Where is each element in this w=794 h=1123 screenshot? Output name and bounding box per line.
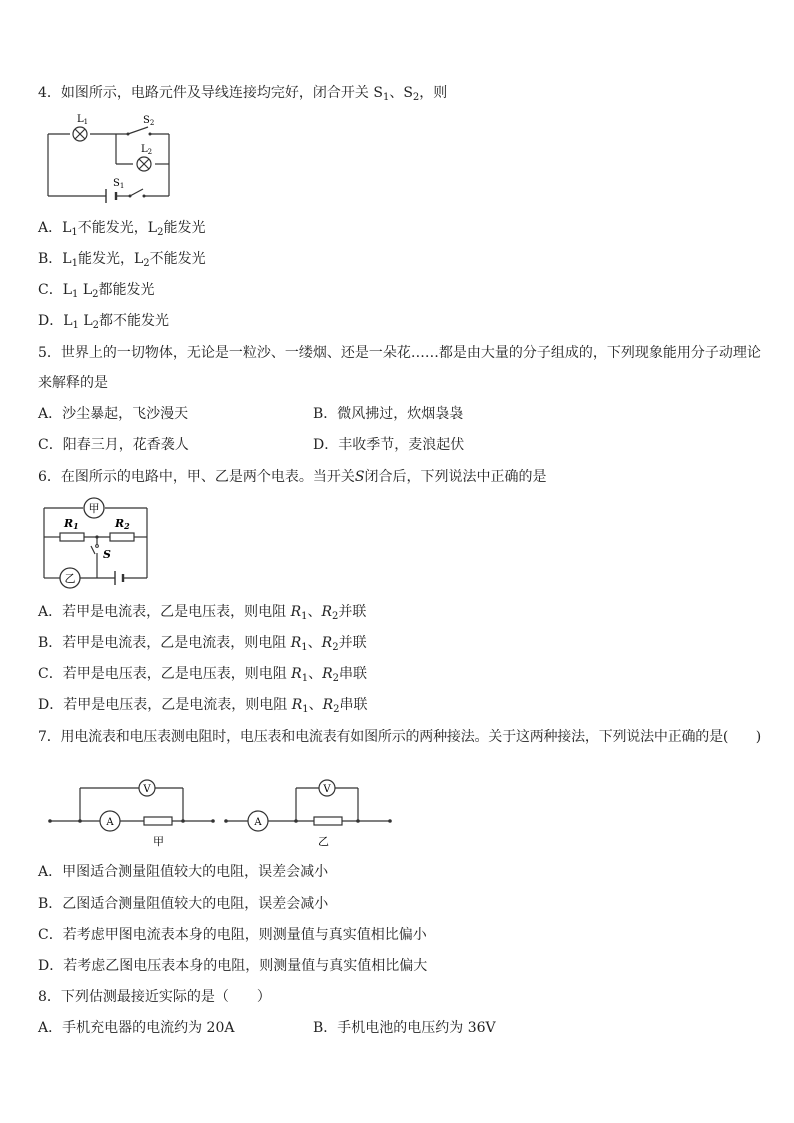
q4-option-d: D．$L_1$ $L_2$都不能发光 <box>38 313 170 331</box>
q4-option-c: C．$L_1$ $L_2$都能发光 <box>38 282 155 300</box>
q7-option-d: D．若考虑乙图电压表本身的电阻，则测量值与真实值相比偏大 <box>38 958 428 974</box>
svg-text:V: V <box>323 784 331 795</box>
bulb-l2-icon <box>137 157 151 171</box>
svg-text:A: A <box>106 817 114 828</box>
q5-option-b: B．微风拂过，炊烟袅袅 <box>313 406 464 422</box>
q7-option-a: A．甲图适合测量阻值较大的电阻，误差会减小 <box>38 864 329 880</box>
q7-option-c: C．若考虑甲图电流表本身的电阻，则测量值与真实值相比偏小 <box>38 927 427 943</box>
svg-text:乙: 乙 <box>64 572 76 585</box>
q8-stem: 8．下列估测最接近实际的是（ ） <box>38 989 271 1005</box>
meter-jia-icon <box>84 498 104 518</box>
q8-option-a: A．手机充电器的电流约为 20A <box>38 1020 235 1036</box>
battery-icon <box>106 189 116 203</box>
label-s2: $S_2$ <box>143 115 155 127</box>
meter-yi-icon <box>60 568 80 588</box>
q5-stem-line1: 5．世界上的一切物体，无论是一粒沙、一缕烟、还是一朵花……都是由大量的分子组成的，下列现象能用分子动理论 <box>38 345 761 361</box>
q6-option-a: A．若甲是电流表，乙是电压表，则电阻 $R_1$、$R_2$并联 <box>38 604 367 622</box>
label-s: S <box>103 548 111 561</box>
q4-option-b: B．$L_1$能发光，$L_2$不能发光 <box>38 251 206 269</box>
svg-text:V: V <box>143 784 151 795</box>
q6-stem: 6．在图所示的电路中，甲、乙是两个电表。当开关S闭合后，下列说法中正确的是 <box>38 469 547 485</box>
svg-text:A: A <box>254 817 262 828</box>
q7-measurement-diagram <box>48 770 393 850</box>
bulb-l1-icon <box>73 127 87 141</box>
voltmeter-jia-icon <box>139 780 155 796</box>
q4-stem: 4．如图所示，电路元件及导线连接均完好，闭合开关 $S_1$、$S_2$，则 <box>38 85 448 103</box>
q6-circuit-diagram <box>40 494 152 586</box>
label-s1: $S_1$ <box>113 178 125 190</box>
battery-icon <box>115 571 123 585</box>
label-yi: 乙 <box>318 835 329 848</box>
q5-option-a: A．沙尘暴起，飞沙漫天 <box>38 406 189 422</box>
voltmeter-yi-icon <box>319 780 335 796</box>
ammeter-jia-icon <box>100 811 120 831</box>
q6-option-d: D．若甲是电压表，乙是电流表，则电阻 $R_1$、$R_2$串联 <box>38 697 368 715</box>
label-l1: $L_1$ <box>77 114 89 126</box>
label-l2: $L_2$ <box>141 144 153 156</box>
ammeter-yi-icon <box>248 811 268 831</box>
svg-text:甲: 甲 <box>88 502 100 515</box>
q4-option-a: A．$L_1$不能发光，$L_2$能发光 <box>38 220 206 238</box>
q5-option-d: D．丰收季节，麦浪起伏 <box>313 437 465 453</box>
label-r1: R1 <box>64 517 79 531</box>
q4-circuit-diagram <box>40 110 180 202</box>
q6-option-c: C．若甲是电压表，乙是电压表，则电阻 $R_1$、$R_2$串联 <box>38 666 368 684</box>
q7-option-b: B．乙图适合测量阻值较大的电阻，误差会减小 <box>38 896 329 912</box>
q5-stem-line2: 来解释的是 <box>38 375 108 391</box>
q5-option-c: C．阳春三月，花香袭人 <box>38 437 189 453</box>
q7-stem: 7．用电流表和电压表测电阻时，电压表和电流表有如图所示的两种接法。关于这两种接法，下列说法中正确的是( ) <box>38 729 762 745</box>
q6-option-b: B．若甲是电流表，乙是电流表，则电阻 $R_1$、$R_2$并联 <box>38 635 367 653</box>
q8-option-b: B．手机电池的电压约为 36V <box>313 1020 496 1036</box>
label-r2: R2 <box>115 517 130 531</box>
label-jia: 甲 <box>153 835 164 848</box>
